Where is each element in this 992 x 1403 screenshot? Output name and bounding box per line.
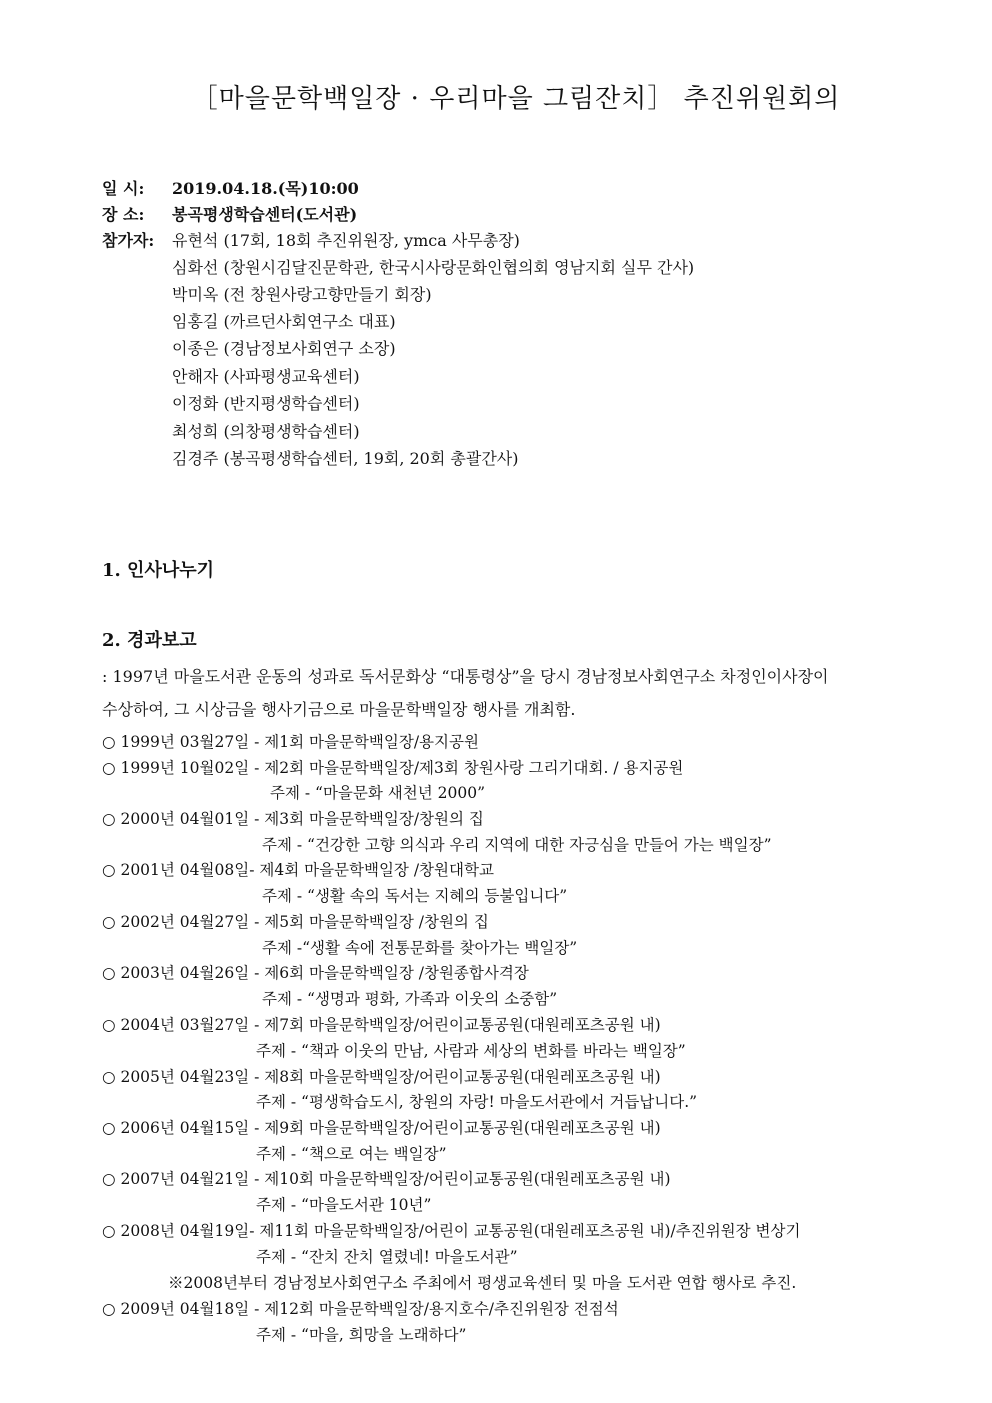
participant-item: 박미옥 (전 창원사랑고향만들기 회장): [172, 285, 432, 304]
history-item: ○ 1999년 10월02일 - 제2회 마을문학백일장/제3회 창원사랑 그리기대회. / 용지공원: [102, 759, 684, 777]
history-theme: 주제 - “건강한 고향 의식과 우리 지역에 대한 자긍심을 만들어 가는 백일장”: [262, 836, 772, 854]
history-theme: 주제 - “잔치 잔치 열렸네! 마을도서관”: [256, 1248, 518, 1266]
history-theme: 주제 - “마을, 희망을 노래하다”: [256, 1326, 467, 1344]
history-theme: 주제 - “책으로 여는 백일장”: [256, 1145, 447, 1163]
history-item: ○ 2004년 03월27일 - 제7회 마을문학백일장/어린이교통공원(대원레포츠공원 내): [102, 1016, 661, 1034]
history-item: ○ 2000년 04월01일 - 제3회 마을문학백일장/창원의 집: [102, 810, 484, 828]
place-label: 장 소:: [102, 205, 145, 224]
history-theme: 주제 - “마을도서관 10년”: [256, 1196, 432, 1214]
participant-item: 안해자 (사파평생교육센터): [172, 367, 360, 386]
participant-item: 유현석 (17회, 18회 추진위원장, ymca 사무총장): [172, 231, 520, 250]
history-theme: 주제 - “평생학습도시, 창원의 자랑! 마을도서관에서 거듭납니다.”: [256, 1093, 698, 1111]
section-heading-progress: 2. 경과보고: [102, 630, 197, 651]
history-theme: 주제 - “생명과 평화, 가족과 이웃의 소중함”: [262, 990, 558, 1008]
document-title: ［마을문학백일장 · 우리마을 그림잔치］ 추진위원회의: [191, 84, 841, 114]
date-label: 일 시:: [102, 179, 145, 198]
intro-line: : 1997년 마을도서관 운동의 성과로 독서문화상 “대통령상”을 당시 경남정보사회연구소 차정인이사장이: [102, 667, 829, 686]
participant-item: 김경주 (봉곡평생학습센터, 19회, 20회 총괄간사): [172, 449, 519, 468]
history-item: ○ 2002년 04월27일 - 제5회 마을문학백일장 /창원의 집: [102, 913, 489, 931]
participant-item: 이정화 (반지평생학습센터): [172, 394, 360, 413]
history-item: ○ 2009년 04월18일 - 제12회 마을문학백일장/용지호수/추진위원장 전점석: [102, 1300, 619, 1318]
history-item: ○ 2005년 04월23일 - 제8회 마을문학백일장/어린이교통공원(대원레포츠공원 내): [102, 1068, 661, 1086]
place-value: 봉곡평생학습센터(도서관): [172, 205, 358, 224]
participants-label: 참가자:: [102, 231, 155, 250]
history-item: ○ 2006년 04월15일 - 제9회 마을문학백일장/어린이교통공원(대원레포츠공원 내): [102, 1119, 661, 1137]
participant-item: 최성희 (의창평생학습센터): [172, 422, 360, 441]
history-item: ○ 1999년 03월27일 - 제1회 마을문학백일장/용지공원: [102, 733, 479, 751]
history-item: ○ 2007년 04월21일 - 제10회 마을문학백일장/어린이교통공원(대원레포츠공원 내): [102, 1170, 671, 1188]
date-value: 2019.04.18.(목)10:00: [172, 179, 359, 198]
history-item: ○ 2003년 04월26일 - 제6회 마을문학백일장 /창원종합사격장: [102, 964, 529, 982]
section-heading-greeting: 1. 인사나누기: [102, 560, 214, 581]
participant-item: 임홍길 (까르던사회연구소 대표): [172, 312, 396, 331]
history-note: ※2008년부터 경남정보사회연구소 주최에서 평생교육센터 및 마을 도서관 연합 행사로 추진.: [168, 1274, 797, 1292]
history-theme: 주제 - “생활 속의 독서는 지혜의 등불입니다”: [262, 887, 568, 905]
participant-item: 이종은 (경남정보사회연구 소장): [172, 339, 396, 358]
history-item: ○ 2001년 04월08일- 제4회 마을문학백일장 /창원대학교: [102, 861, 494, 879]
intro-line: 수상하여, 그 시상금을 행사기금으로 마을문학백일장 행사를 개최함.: [102, 700, 576, 719]
history-theme: 주제 - “책과 이웃의 만남, 사람과 세상의 변화를 바라는 백일장”: [256, 1042, 686, 1060]
history-theme: 주제 -“생활 속에 전통문화를 찾아가는 백일장”: [262, 939, 578, 957]
history-item: ○ 2008년 04월19일- 제11회 마을문학백일장/어린이 교통공원(대원레포츠공원 내)/추진위원장 변상기: [102, 1222, 801, 1240]
history-theme: 주제 - “마을문화 새천년 2000”: [270, 784, 485, 802]
participant-item: 심화선 (창원시김달진문학관, 한국시사랑문화인협의회 영남지회 실무 간사): [172, 258, 695, 277]
